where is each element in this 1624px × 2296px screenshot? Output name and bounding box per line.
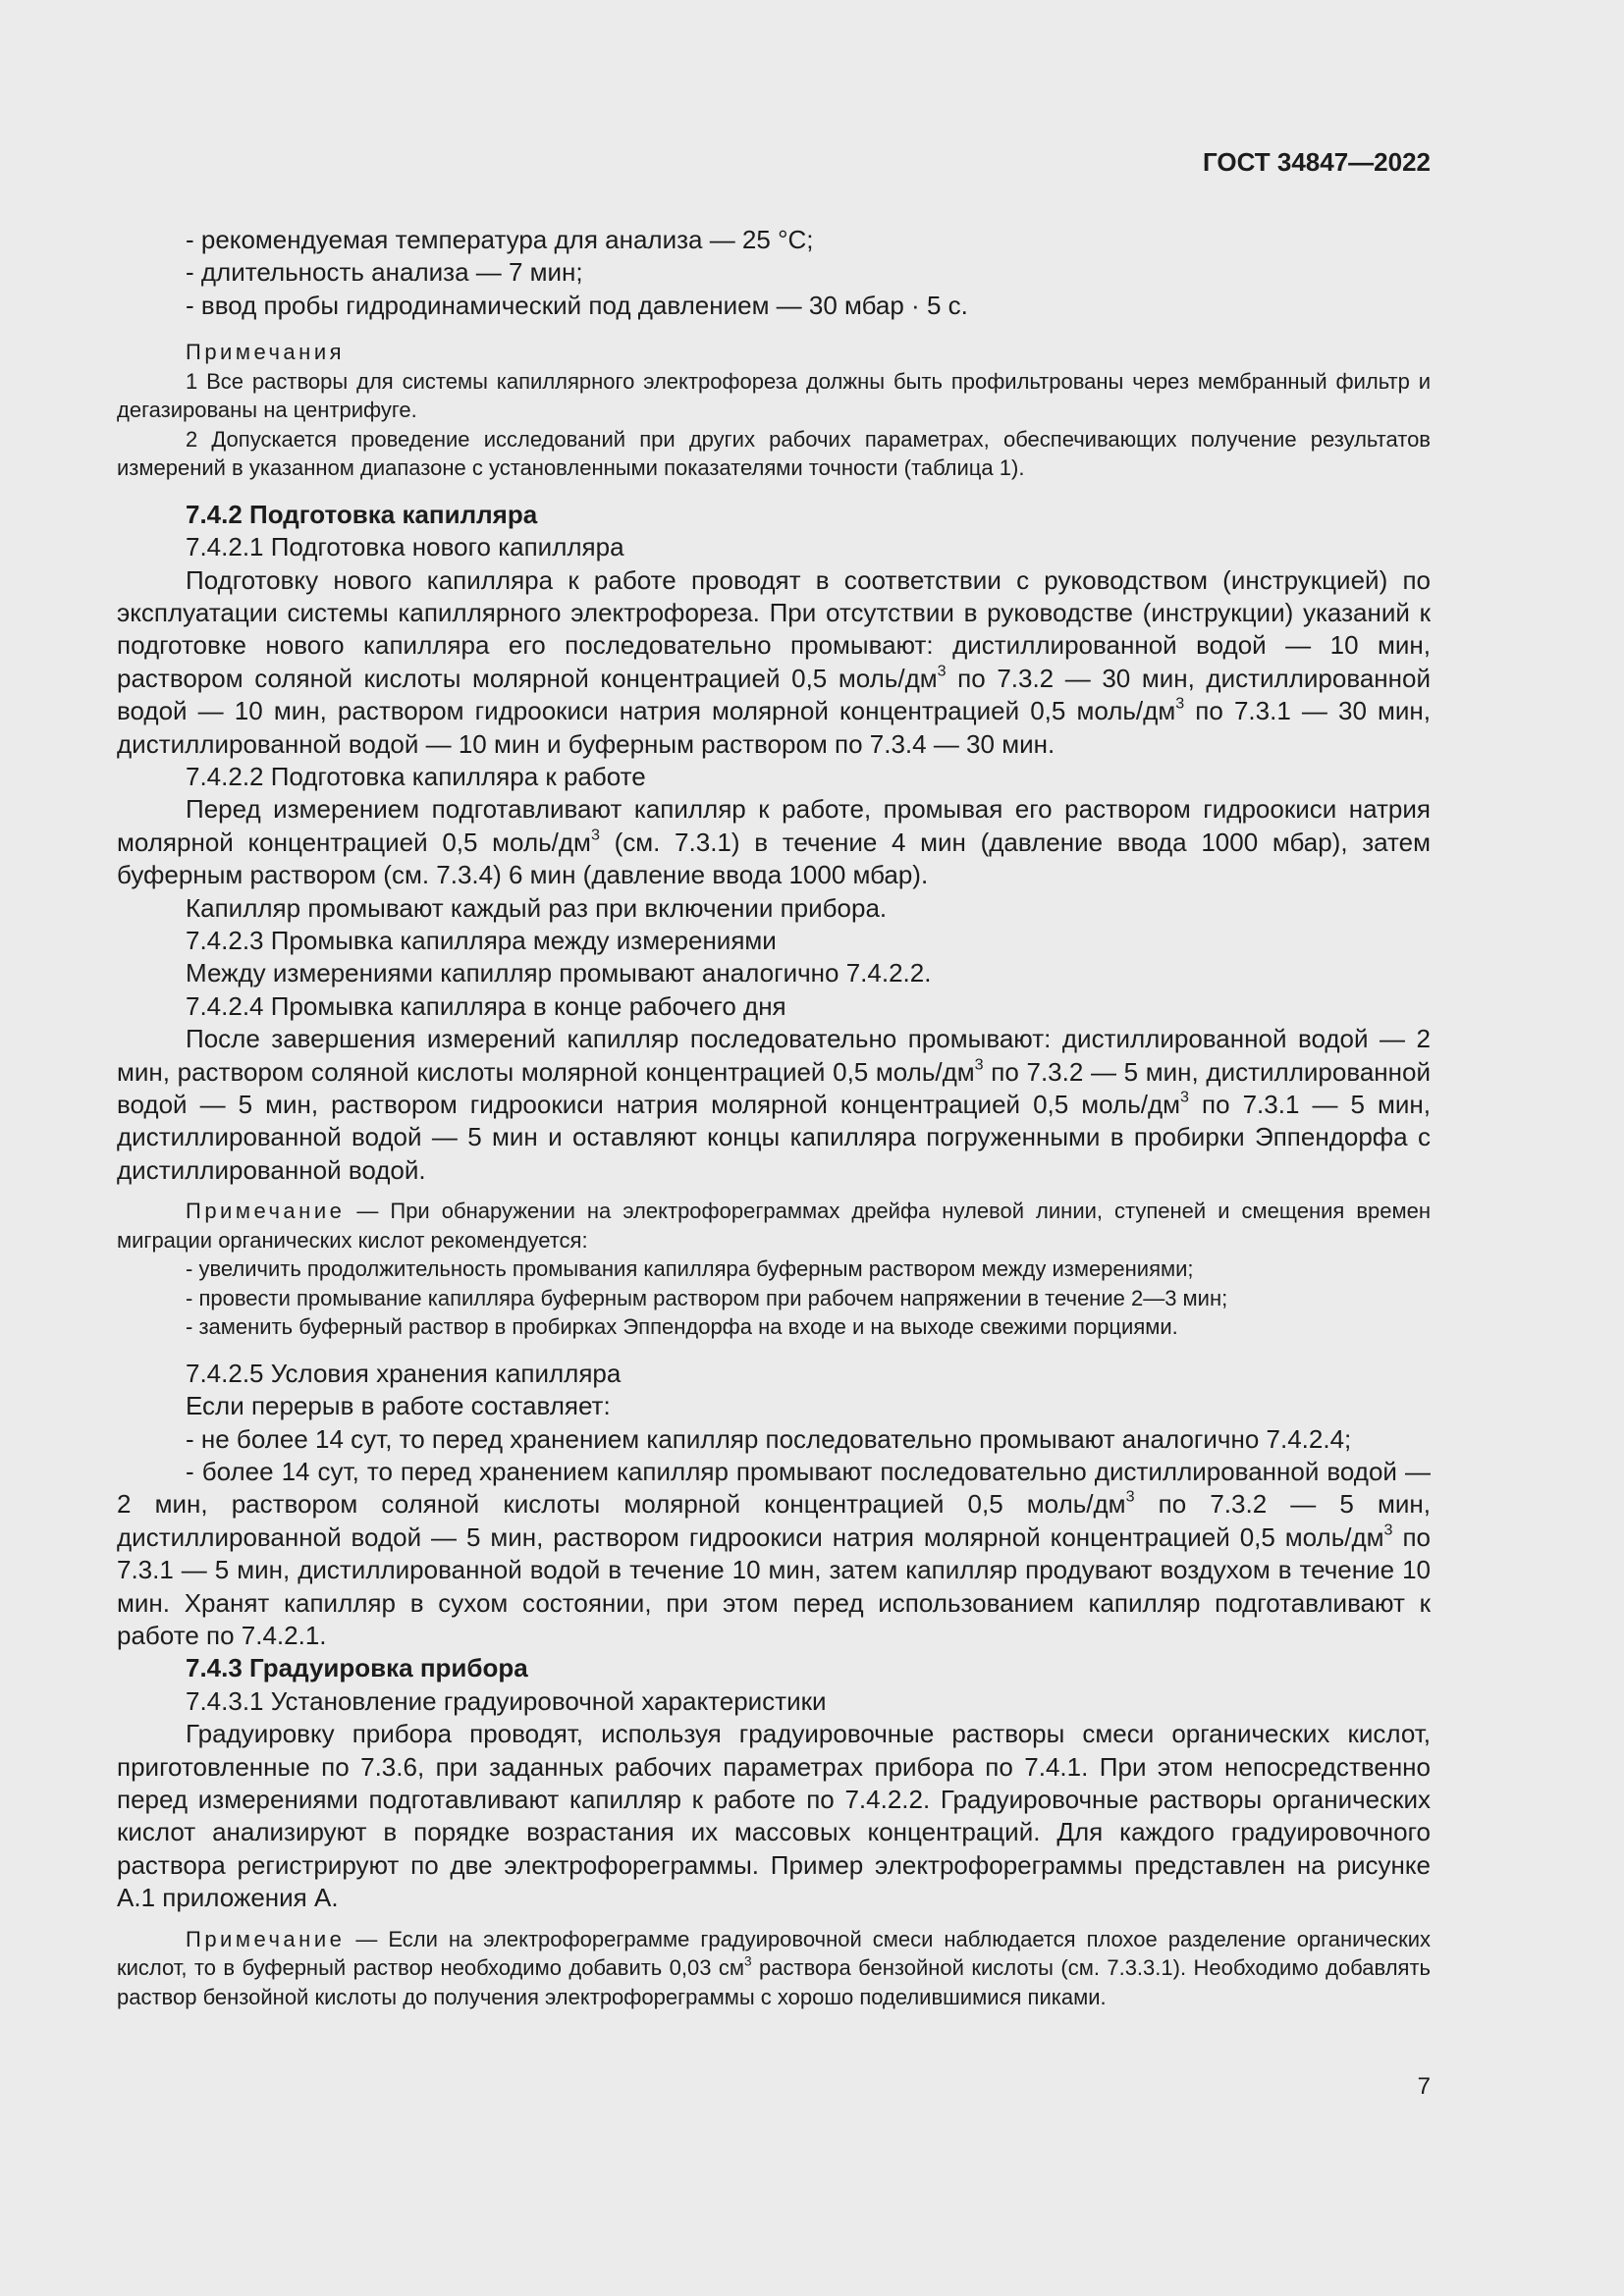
body-paragraph: Перед измерением подготавливают капилляр к работе, промывая его раствором гидроокиси натрия молярной концентрацией 0,5 моль/$дм^3$ (см. 7.3.1) в течение 4 мин (давление ввода 1000 мбар), затем буферным раствором (см. 7.3.4) 6 мин (давление ввода 1000 мбар). xyxy=(117,794,1432,890)
standard-header: ГОСТ 34847—2022 xyxy=(1203,147,1431,177)
note-paragraph: 1 Все растворы для системы капиллярного электрофореза должны быть профильтрованы через мембранный фильтр и дегазированы на центрифуге. xyxy=(117,368,1431,423)
body-paragraph: Если перерыв в работе составляет: xyxy=(186,1391,611,1421)
body-paragraph: Между измерениями капилляр промывают аналогично 7.4.2.2. xyxy=(186,958,932,988)
subsection-heading: 7.4.2.2 Подготовка капилляра к работе xyxy=(186,761,646,791)
note-list-item: - провести промывание капилляра буферным раствором при рабочем напряжении в течение 2—3 мин; xyxy=(186,1285,1228,1310)
list-item: - более 14 сут, то перед хранением капилляр промывают последовательно дистиллированной водой — 2 мин, раствором соляной кислоты молярной концентрацией 0,5 моль/$дм^3$ по 7.3.2 — 5 мин, дистиллированной водой — 5 мин, раствором гидроокиси натрия молярной концентрацией 0,5 моль/$дм^3$ по 7.3.1 — 5 мин, дистиллированной водой в течение 10 мин, затем капилляр продувают воздухом в течение 10 мин. Хранят капилляр в сухом состоянии, при этом перед использованием капилляр подготавливают к работе по 7.4.2.1. xyxy=(117,1456,1431,1650)
page-number: 7 xyxy=(1417,2073,1431,2100)
list-item: - рекомендуемая температура для анализа — 25 °С; xyxy=(186,225,814,254)
note-list-item: - увеличить продолжительность промывания капилляра буферным раствором между измерениями; xyxy=(186,1256,1194,1282)
section-heading-7-4-2: 7.4.2 Подготовка капилляра xyxy=(186,499,538,529)
list-item: - длительность анализа — 7 мин; xyxy=(186,257,583,288)
subsection-heading: 7.4.2.4 Промывка капилляра в конце рабочего дня xyxy=(186,990,786,1021)
body-paragraph: Градуировку прибора проводят, используя градуировочные растворы смеси органических кислот, приготовленные по 7.3.6, при заданных рабочих параметрах прибора по 7.4.1. При этом непосредственно перед измерениями подготавливают капилляр к работе по 7.4.2.2. Градуировочные растворы органических кислот анализируют в порядке возрастания их массовых концентраций. Для каждого градуировочного раствора регистрируют по две электрофореграммы. Пример электрофореграммы представлен на рисунке А.1 приложения А. xyxy=(117,1719,1431,1913)
note-paragraph: Примечание — Если на электрофореграмме градуировочной смеси наблюдается плохое разделение органических кислот, то в буферный раствор необходимо добавить 0,03 $см^3$ раствора бензойной кислоты (см. 7.3.3.1). Необходимо добавлять раствор бензойной кислоты до получения электрофореграммы с хорошо поделившимися пиками. xyxy=(117,1926,1431,2009)
body-paragraph: Подготовку нового капилляра к работе проводят в соответствии с руководством (инструкцией) по эксплуатации системы капиллярного электрофореза. При отсутствии в руководстве (инструкции) указаний к подготовке нового капилляра его последовательно промывают: дистиллированной водой — 10 мин, раствором соляной кислоты молярной концентрацией 0,5 моль/$дм^3$ по 7.3.2 — 30 мин, дистиллированной водой — 10 мин, раствором гидроокиси натрия молярной концентрацией 0,5 моль/$дм^3$ по 7.3.1 — 30 мин, дистиллированной водой — 10 мин и буферным раствором по 7.3.4 — 30 мин. xyxy=(117,564,1432,759)
section-heading-7-4-3: 7.4.3 Градуировка прибора xyxy=(186,1653,528,1683)
subsection-heading: 7.4.2.3 Промывка капилляра между измерениями xyxy=(186,926,777,955)
list-item: - не более 14 сут, то перед хранением капилляр последовательно промывают аналогично 7.4.2.4; xyxy=(186,1423,1352,1454)
body-paragraph: После завершения измерений капилляр последовательно промывают: дистиллированной водой — 2 мин, раствором соляной кислоты молярной концентрацией 0,5 моль/$дм^3$ по 7.3.2 — 5 мин, дистиллированной водой — 5 мин, раствором гидроокиси натрия молярной концентрацией 0,5 моль/$дм^3$ по 7.3.1 — 5 мин, дистиллированной водой — 5 мин и оставляют концы капилляра погруженными в пробирки Эппендорфа с дистиллированной водой. xyxy=(117,1024,1431,1185)
note-paragraph: 2 Допускается проведение исследований при других рабочих параметрах, обеспечивающих получение результатов измерений в указанном диапазоне с установленными показателями точности (таблица 1). xyxy=(117,426,1431,481)
list-item: - ввод пробы гидродинамический под давлением — 30 мбар · 5 с. xyxy=(186,290,968,320)
document-body xyxy=(117,224,1431,2011)
body-paragraph: Капилляр промывают каждый раз при включении прибора. xyxy=(186,892,888,923)
subsection-heading: 7.4.2.5 Условия хранения капилляра xyxy=(186,1358,622,1388)
note-paragraph: Примечание — При обнаружении на электрофореграммах дрейфа нулевой линии, ступеней и смещения времен миграции органических кислот рекомендуется: xyxy=(117,1199,1431,1253)
subsection-heading: 7.4.3.1 Установление градуировочной характеристики xyxy=(186,1685,827,1716)
subsection-heading: 7.4.2.1 Подготовка нового капилляра xyxy=(186,532,624,562)
note-list-item: - заменить буферный раствор в пробирках Эппендорфа на входе и на выходе свежими порциями. xyxy=(186,1314,1178,1340)
notes-heading: Примечания xyxy=(186,340,346,365)
